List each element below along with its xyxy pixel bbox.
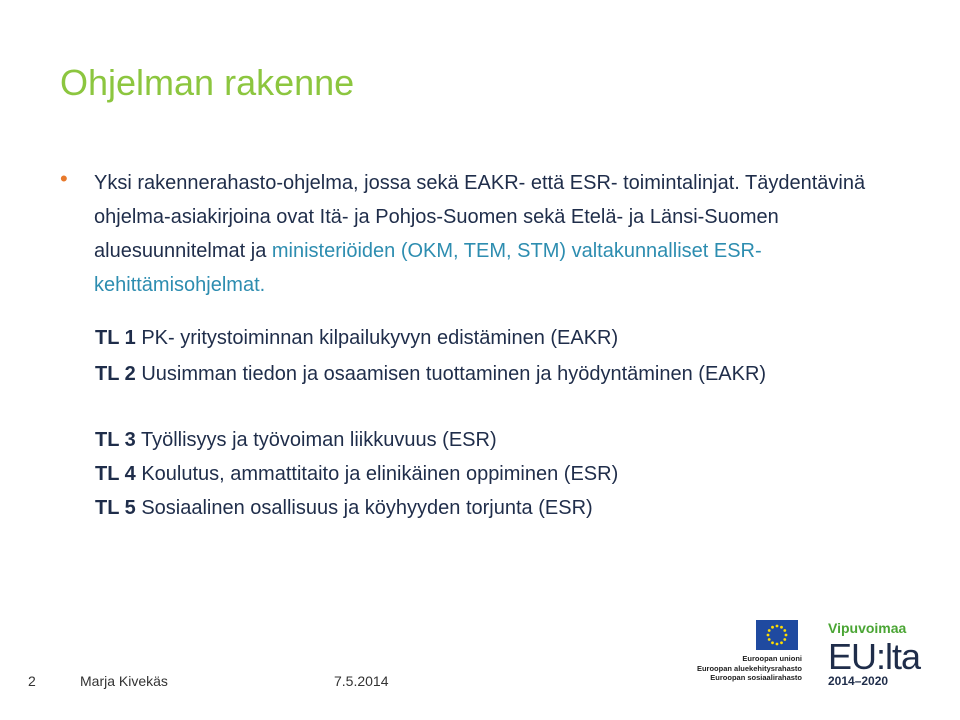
- tl-line-2: [95, 363, 766, 386]
- eu-flag-logo: [756, 620, 798, 650]
- bullet-item: [60, 166, 920, 302]
- bullet-text: [94, 166, 920, 302]
- eu-stars-icon: [756, 620, 798, 650]
- footer-date: 7.5.2014: [334, 673, 389, 689]
- bullet-text-part2: ministeriöiden (OKM, TEM, STM) valtakunnalliset ESR- kehittämisohjelmat.: [94, 240, 762, 296]
- tl-line-1: [95, 327, 618, 350]
- logo-area: [690, 618, 940, 688]
- eu-text-line-1: Euroopan unioni: [742, 654, 802, 663]
- bullet-block: [60, 166, 920, 302]
- tl-text-2: Uusimman tiedon ja osaamisen tuottaminen ja hyödyntäminen (EAKR): [135, 363, 767, 385]
- tl-label-4: TL 4: [95, 463, 136, 485]
- tl-line-4: [95, 463, 618, 486]
- tl-text-4: Koulutus, ammattitaito ja elinikäinen oppiminen (ESR): [135, 463, 619, 485]
- tl-text-3: Työllisyys ja työvoiman liikkuvuus (ESR): [135, 429, 497, 451]
- tl-line-3: [95, 429, 497, 452]
- tl-label-2: TL 2: [95, 363, 136, 385]
- tl-line-5: [95, 497, 593, 520]
- eu-funds-text: [690, 654, 802, 683]
- eu-text-line-2: Euroopan aluekehitysrahasto: [696, 663, 802, 673]
- vipuvoimaa-logo-text: Vipuvoimaa: [828, 620, 907, 636]
- tl-label-1: TL 1: [95, 327, 136, 349]
- eu-lta-logo-text: EU:lta: [828, 636, 921, 677]
- eu-text-line-3: Euroopan sosiaalirahasto: [710, 673, 802, 682]
- eu-years-logo-text: 2014–2020: [828, 674, 889, 688]
- tl-label-5: TL 5: [95, 497, 136, 519]
- tl-label-3: TL 3: [95, 429, 136, 451]
- bullet-icon: •: [60, 166, 68, 191]
- footer-author: Marja Kivekäs: [80, 673, 168, 689]
- tl-text-1: PK- yritystoiminnan kilpailukyvyn edistäminen (EAKR): [135, 327, 619, 349]
- bullet-text-part1: Yksi rakennerahasto-ohjelma, jossa sekä EAKR- että ESR- toimintalinjat. Täydentävinä ohjelma-asiakirjoina ovat Itä- ja Pohjos-Suomen sekä Etelä- ja Länsi-Suomen aluesuunnitelmat ja: [94, 172, 866, 262]
- tl-text-5: Sosiaalinen osallisuus ja köyhyyden torjunta (ESR): [135, 497, 593, 519]
- slide-title: Ohjelman rakenne: [60, 62, 355, 103]
- page-number: 2: [28, 673, 36, 689]
